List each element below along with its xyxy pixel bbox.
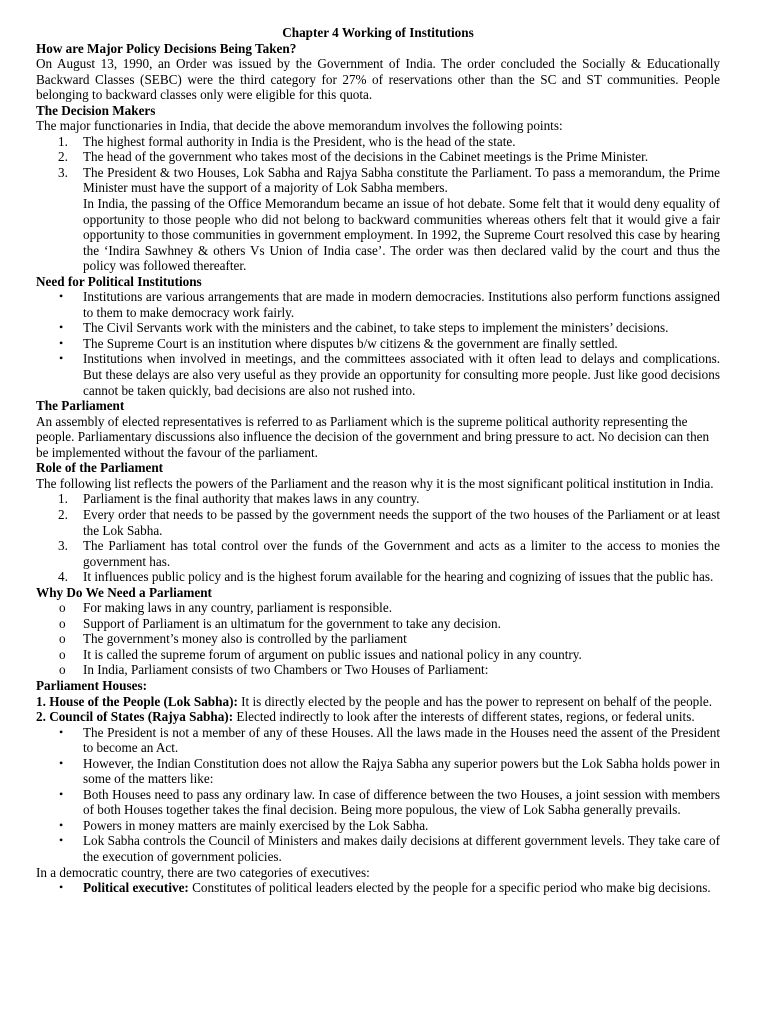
numbered-list-decision-makers [36, 134, 720, 196]
paragraph-executives-intro: In a democratic country, there are two categories of executives: [36, 864, 370, 880]
rajya-sabha-text: Elected indirectly to look after the interests of different states, regions, or federal units. [233, 709, 695, 725]
list-item-text: In India, Parliament consists of two Chambers or Two Houses of Parliament: [83, 662, 489, 678]
bullet-list-parliament-houses [36, 725, 720, 865]
list-number: 2. [58, 149, 68, 165]
political-executive-text: Constitutes of political leaders elected by the people for a specific period who make big decisions. [188, 880, 711, 896]
list-item-text: The head of the government who takes most of the decisions in the Cabinet meetings is the Prime Minister. [83, 149, 649, 165]
lok-sabha-label: 1. House of the People (Lok Sabha): [36, 693, 238, 709]
list-item-text: The Supreme Court is an institution where disputes b/w citizens & the government are finally settled. [83, 335, 618, 351]
list-item-text: It influences public policy and is the highest forum available for the hearing and cognizing of issues that the public has. [83, 569, 714, 585]
rajya-sabha-label: 2. Council of States (Rajya Sabha): [36, 709, 234, 725]
political-executive-label: Political executive: [83, 880, 189, 896]
list-item [36, 165, 720, 196]
section-heading-political-institutions: Need for Political Institutions [36, 273, 202, 289]
numbered-list-role-of-parliament [36, 491, 720, 584]
paragraph-role-intro: The following list reflects the powers of the Parliament and the reason why it is the most significant political institution in India. [36, 475, 714, 491]
list-item [36, 289, 720, 320]
section-heading-why-parliament: Why Do We Need a Parliament [36, 584, 212, 600]
section-heading-parliament: The Parliament [36, 398, 125, 414]
chapter-title: Chapter 4 Working of Institutions [282, 25, 474, 40]
list-number: 1. [58, 491, 68, 507]
list-number: 3. [58, 538, 68, 554]
list-item-text: The President is not a member of any of these Houses. All the laws made in the Houses need the assent of the President to become an Act. [83, 724, 720, 756]
list-item [36, 351, 720, 398]
list-item-text: Every order that needs to be passed by the government needs the support of the two houses of the Parliament or at least the Lok Sabha. [83, 506, 720, 538]
section-heading-role-of-parliament: Role of the Parliament [36, 460, 164, 476]
paragraph-decision-makers-intro: The major functionaries in India, that decide the above memorandum involves the following points: [36, 118, 563, 134]
circle-bullet-icon: o [59, 600, 66, 616]
bullet-icon: • [59, 351, 64, 366]
list-item [36, 600, 720, 616]
list-item [36, 616, 720, 632]
bullet-icon: • [59, 786, 64, 801]
list-item-text: However, the Indian Constitution does not allow the Rajya Sabha any superior powers but the Lok Sabha holds power in some of the matters like: [83, 755, 720, 787]
list-item-text: Institutions when involved in meetings, and the committees associated with it often lead to delays and complications. But these delays are also very useful as they provide an opportunity for consulting more people. Just like good decisions cannot be taken quickly, bad decisions are also not rushed into. [83, 351, 720, 398]
list-item [36, 507, 720, 538]
circle-bullet-icon: o [59, 646, 66, 662]
list-item [36, 880, 720, 896]
list-item-text: Powers in money matters are mainly exercised by the Lok Sabha. [83, 817, 429, 833]
list-item [36, 756, 720, 787]
bullet-icon: • [59, 335, 64, 350]
bullet-list-political-institutions [36, 289, 720, 398]
list-item-text: Parliament is the final authority that makes laws in any country. [83, 491, 420, 507]
paragraph-policy-decisions: On August 13, 1990, an Order was issued by the Government of India. The order concluded the Socially & Educationally Backward Classes (SEBC) were the third category for 27% of reservations other than the SC and ST communities. People belonging to backward classes only were eligible for this quota. [36, 56, 720, 103]
list-item [36, 631, 720, 647]
list-item-text: The President & two Houses, Lok Sabha and Rajya Sabha constitute the Parliament. To pass a memorandum, the Prime Minister must have the support of a majority of Lok Sabha members. [83, 164, 720, 196]
list-item [36, 336, 720, 352]
list-item [36, 818, 720, 834]
list-item [36, 134, 720, 150]
list-item-text: The highest formal authority in India is the President, who is the head of the state. [83, 133, 516, 149]
list-item-text: The Parliament has total control over the funds of the Government and acts as a limiter to the access to monies the government has. [83, 538, 720, 569]
list-number: 1. [58, 133, 68, 149]
section-heading-parliament-houses: Parliament Houses: [36, 677, 147, 693]
document-page [36, 25, 720, 896]
circle-list-why-parliament [36, 600, 720, 678]
list-item-text: Lok Sabha controls the Council of Ministers and makes daily decisions at different government levels. They take care of the execution of government policies. [83, 833, 720, 864]
paragraph-rajya-sabha [36, 709, 720, 725]
list-item [36, 833, 720, 864]
lok-sabha-text: It is directly elected by the people and has the power to represent on behalf of the people. [237, 693, 713, 709]
bullet-icon: • [59, 724, 64, 739]
circle-bullet-icon: o [59, 662, 66, 678]
bullet-list-executives [36, 880, 720, 896]
section-heading-decision-makers: The Decision Makers [36, 102, 156, 118]
bullet-icon: • [59, 833, 64, 848]
bullet-icon: • [59, 755, 64, 770]
bullet-icon: • [59, 817, 64, 832]
paragraph-lok-sabha [36, 694, 720, 710]
list-item [36, 149, 720, 165]
paragraph-memorandum-debate: In India, the passing of the Office Memorandum became an issue of hot debate. Some felt that it would deny equality of opportunity to those people who did not belong to backward communities whereas others felt that it would give a fair opportunity to those communities in government employment. In 1992, the Supreme Court resolved this case by hearing the ‘Indira Sawhney & others Vs Union of India case’. The order was then declared valid by the court and thus the policy was followed thereafter. [83, 196, 720, 274]
list-number: 3. [58, 164, 68, 180]
list-item [36, 569, 720, 585]
bullet-icon: • [59, 320, 64, 335]
list-item-text: For making laws in any country, parliament is responsible. [83, 600, 392, 616]
list-item-text: Institutions are various arrangements that are made in modern democracies. Institutions also perform functions assigned to them to make democracy work fairly. [83, 289, 720, 320]
list-item [36, 787, 720, 818]
paragraph-parliament: An assembly of elected representatives is referred to as Parliament which is the supreme political authority representing the people. Parliamentary discussions also influence the decision of the government and bring pressure to act. No decision can then be implemented without the favour of the parliament. [36, 413, 710, 460]
bullet-icon: • [59, 289, 64, 304]
list-item-text: Support of Parliament is an ultimatum for the government to take any decision. [83, 615, 501, 631]
list-item-text: The Civil Servants work with the ministers and the cabinet, to take steps to implement the ministers’ decisions. [83, 320, 669, 336]
bullet-icon: • [59, 880, 64, 895]
list-item-text: Both Houses need to pass any ordinary law. In case of difference between the two Houses, a joint session with members of both Houses together takes the final decision. Being more populous, the view of Lok Sabha generally prevails. [83, 786, 720, 818]
list-item [36, 647, 720, 663]
list-item [36, 538, 720, 569]
list-item [36, 320, 720, 336]
list-item [36, 662, 720, 678]
list-item-text: The government’s money also is controlled by the parliament [83, 631, 407, 647]
list-number: 4. [58, 569, 68, 585]
list-item [36, 725, 720, 756]
list-number: 2. [58, 506, 68, 522]
list-item-text: It is called the supreme forum of argument on public issues and national policy in any country. [83, 646, 582, 662]
circle-bullet-icon: o [59, 631, 66, 647]
section-heading-policy-decisions: How are Major Policy Decisions Being Taken? [36, 40, 297, 56]
circle-bullet-icon: o [59, 615, 66, 631]
list-item [36, 491, 720, 507]
